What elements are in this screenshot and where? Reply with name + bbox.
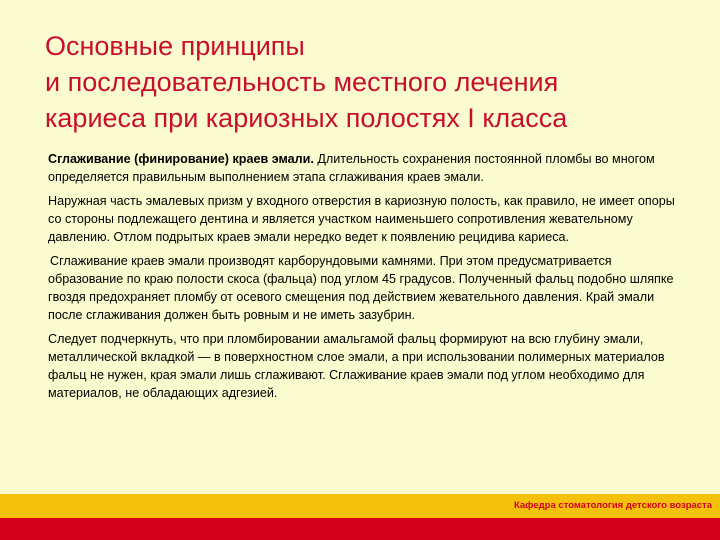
slide-title xyxy=(45,28,705,136)
paragraph-materials: Следует подчеркнуть, что при пломбировании амальгамой фальц формируют на всю глубину эмали, металлической вкладкой — в поверхностном слое эмали, а при использовании полимерных материалов фальц не нужен, края эмали лишь сглаживают. Сглаживание краев эмали под углом необходимо для материалов, не обладающих адгезией. xyxy=(48,332,665,400)
paragraph-text: Длительность сохранения постоянной пломбы во многом определяется правильным выполнением этапа сглаживания краев эмали. xyxy=(48,152,655,184)
paragraph-finishing xyxy=(48,150,688,186)
paragraph-heading: Сглаживание (финирование) краев эмали. xyxy=(48,152,314,166)
paragraph-carborundum: Сглаживание краев эмали производят карборундовыми камнями. При этом предусматривается образование по краю полости скоса (фальца) под углом 45 градусов. Полученный фальц подобно шляпке гвоздя предохраняет пломбу от осевого смещения под действием жевательного давления. Край эмали после сглаживания должен быть ровным и не иметь зазубрин. xyxy=(48,254,674,322)
footer-department-label: Кафедра стоматология детского возраста xyxy=(513,500,712,511)
footer-red-band xyxy=(0,518,720,540)
slide-body xyxy=(48,150,688,408)
title-line-2: и последовательность местного лечения xyxy=(45,67,559,97)
title-line-1: Основные принципы xyxy=(45,31,305,61)
paragraph-enamel-prisms: Наружная часть эмалевых призм у входного отверстия в кариозную полость, как правило, не имеет опоры со стороны подлежащего дентина и является участком наименьшего сопротивления жевательному давлению. Отлом подрытых краев эмали нередко ведет к появлению рецидива кариеса. xyxy=(48,194,675,244)
title-line-3: кариеса при кариозных полостях I класса xyxy=(45,103,568,133)
